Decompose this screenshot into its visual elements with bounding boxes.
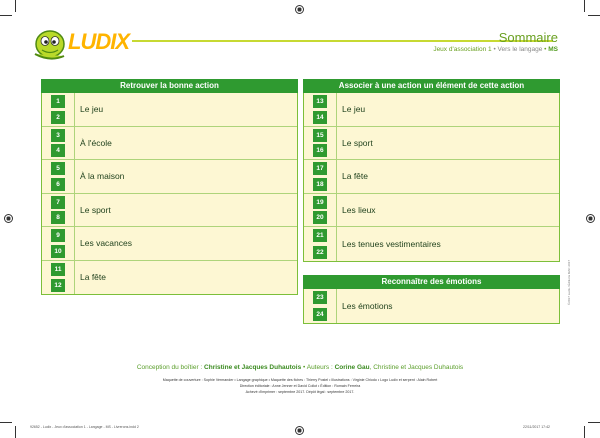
print-slug-date: 22/11/2017 17:42 <box>523 425 550 429</box>
credits-detail: Direction éditoriale : Anne Jenner et David Collot • Édition : Romain Ferreira <box>239 384 361 388</box>
page-title: Sommaire <box>498 30 558 45</box>
theme-label: Les lieux <box>342 204 376 215</box>
theme-label: La fête <box>342 171 368 182</box>
subtitle-topic: Vers le langage <box>497 46 543 53</box>
list-item <box>42 93 297 127</box>
theme-label: À la maison <box>80 171 125 182</box>
crop-mark <box>15 426 16 438</box>
theme-label: Les vacances <box>80 238 132 249</box>
list-item <box>304 127 559 161</box>
card-number-badge: 3 <box>51 129 65 142</box>
list-item <box>42 227 297 261</box>
card-number-badge: 6 <box>51 178 65 191</box>
crop-mark <box>584 426 585 438</box>
credits-main-author: Corine Gau <box>334 364 370 371</box>
list-item <box>42 261 297 295</box>
card-number-badge: 9 <box>51 229 65 242</box>
brand-name: LUDIX <box>68 29 129 54</box>
subtitle-separator: • <box>542 46 549 53</box>
crop-mark <box>0 422 12 423</box>
side-copyright: ©2017 Ludix / Éditions MAC 2017 <box>567 259 571 305</box>
panel-emotions <box>303 275 560 324</box>
card-number-badge: 13 <box>313 95 327 108</box>
card-number-badge: 19 <box>313 196 327 209</box>
theme-label: Le sport <box>80 204 111 215</box>
card-number-badge: 14 <box>313 111 327 124</box>
card-number-badge: 1 <box>51 95 65 108</box>
page-subtitle <box>433 46 558 53</box>
list-item <box>304 227 559 261</box>
print-slug-file: 92652 - Ludix - Jeux d'association 1 - Langage - MS - Livrerons.indd 2 <box>30 425 139 429</box>
list-item <box>304 194 559 228</box>
theme-label: Les tenues vestimentaires <box>342 238 441 249</box>
theme-label: À l'école <box>80 137 112 148</box>
panel-title: Associer à une action un élément de cette action <box>303 79 560 93</box>
panel-associer-element <box>303 79 560 262</box>
subtitle-series: Jeux d'association 1 <box>433 46 492 53</box>
crop-mark <box>588 422 600 423</box>
registration-mark-right <box>586 214 595 223</box>
card-number-badge: 16 <box>313 144 327 157</box>
crop-mark <box>15 0 16 12</box>
credits-detail: Maquette de couverture : Sophie Vermander • Langage graphique • Maquette des fiches : Thierry Postel • Illustrations : Virginie Chiodo • Logo Ludix et serpent : Alain Robert <box>162 378 438 382</box>
credits-text: Conception du boîtier : <box>136 364 205 371</box>
theme-label: Le sport <box>342 137 373 148</box>
panel-title: Retrouver la bonne action <box>41 79 298 93</box>
card-number-badge: 2 <box>51 111 65 124</box>
card-number-badge: 20 <box>313 211 327 224</box>
card-number-badge: 4 <box>51 144 65 157</box>
card-number-badge: 10 <box>51 245 65 258</box>
card-number-badge: 11 <box>51 263 65 276</box>
credits-detail: Achevé d'imprimer : septembre 2017. Dépôt légal : septembre 2017. <box>245 390 355 394</box>
card-number-badge: 7 <box>51 196 65 209</box>
card-number-badge: 12 <box>51 279 65 292</box>
list-item <box>42 160 297 194</box>
card-number-badge: 24 <box>313 308 327 321</box>
registration-mark-bottom <box>295 426 304 435</box>
list-item <box>304 160 559 194</box>
list-item <box>304 289 559 323</box>
card-number-badge: 18 <box>313 178 327 191</box>
theme-label: Le jeu <box>80 104 104 115</box>
registration-mark-left <box>4 214 13 223</box>
credits-text: , Christine et Jacques Duhautois <box>369 364 464 371</box>
credits-box-authors: Christine et Jacques Duhautois <box>204 364 302 371</box>
card-number-badge: 17 <box>313 162 327 175</box>
panel-body <box>41 93 298 295</box>
card-number-badge: 22 <box>313 246 327 259</box>
card-number-badge: 5 <box>51 162 65 175</box>
card-number-badge: 8 <box>51 211 65 224</box>
list-item <box>42 127 297 161</box>
subtitle-separator: • <box>491 46 498 53</box>
panel-title: Reconnaître des émotions <box>303 275 560 289</box>
card-number-badge: 21 <box>313 229 327 242</box>
registration-mark-top <box>295 5 304 14</box>
list-item <box>304 93 559 127</box>
card-number-badge: 15 <box>313 129 327 142</box>
crop-mark <box>588 15 600 16</box>
list-item <box>42 194 297 228</box>
panel-retrouver-action <box>41 79 298 295</box>
credits-line <box>0 364 600 371</box>
subtitle-level: MS <box>548 46 558 53</box>
title-rule <box>132 40 553 42</box>
credits-text: • Auteurs : <box>301 364 335 371</box>
card-number-badge: 23 <box>313 291 327 304</box>
theme-label: Les émotions <box>342 300 393 311</box>
theme-label: La fête <box>80 272 106 283</box>
crop-mark <box>0 15 12 16</box>
theme-label: Le jeu <box>342 104 366 115</box>
crop-mark <box>584 0 585 12</box>
panel-body <box>303 289 560 324</box>
panel-body <box>303 93 560 262</box>
